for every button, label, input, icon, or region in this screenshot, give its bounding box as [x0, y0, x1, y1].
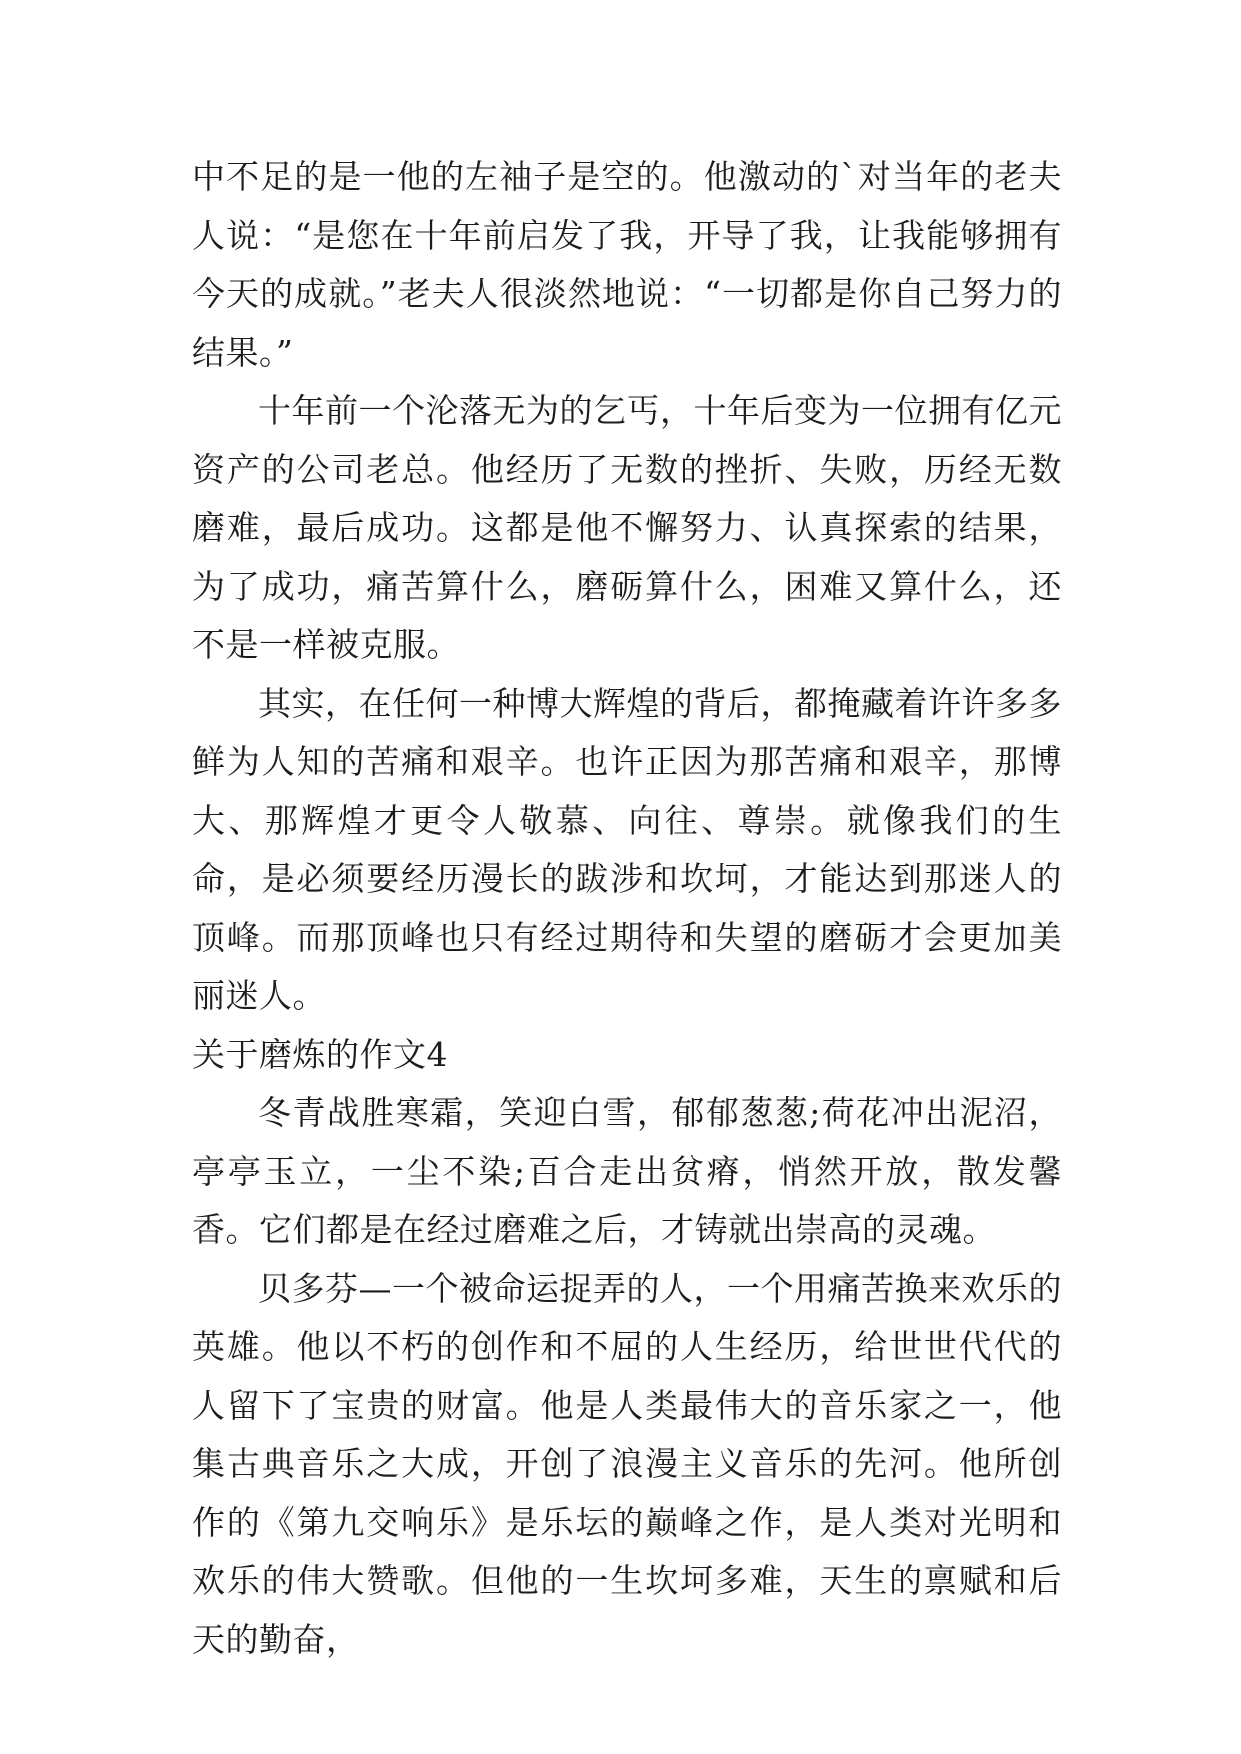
section-heading: 关于磨炼的作文4	[192, 1034, 448, 1074]
paragraph-2: 十年前一个沦落无为的乞丐，十年后变为一位拥有亿元资产的公司老总。他经历了无数的挫折、失败，历经无数磨难，最后成功。这都是他不懈努力、认真探索的结果，为了成功，痛苦算什么，磨砺算什么，困难又算什么，还不是一样被克服。	[192, 391, 1062, 664]
document-body	[192, 148, 1062, 1669]
paragraph-1: 中不足的是一他的左袖子是空的。他激动的`对当年的老夫人说：“是您在十年前启发了我，开导了我，让我能够拥有今天的成就。”老夫人很淡然地说：“一切都是你自己努力的结果。”	[192, 157, 1062, 372]
paragraph-5: 贝多芬—一个被命运捉弄的人，一个用痛苦换来欢乐的英雄。他以不朽的创作和不屈的人生经历，给世世代代的人留下了宝贵的财富。他是人类最伟大的音乐家之一，他集古典音乐之大成，开创了浪漫主义音乐的先河。他所创作的《第九交响乐》是乐坛的巅峰之作，是人类对光明和欢乐的伟大赞歌。但他的一生坎坷多难，天生的禀赋和后天的勤奋，	[192, 1268, 1062, 1659]
paragraph-4: 冬青战胜寒霜，笑迎白雪，郁郁葱葱;荷花冲出泥沼，亭亭玉立，一尘不染;百合走出贫瘠，悄然开放，散发馨香。它们都是在经过磨难之后，才铸就出崇高的灵魂。	[192, 1093, 1062, 1249]
paragraph-3: 其实，在任何一种博大辉煌的背后，都掩藏着许许多多鲜为人知的苦痛和艰辛。也许正因为那苦痛和艰辛，那博大、那辉煌才更令人敬慕、向往、尊崇。就像我们的生命，是必须要经历漫长的跋涉和坎坷，才能达到那迷人的顶峰。而那顶峰也只有经过期待和失望的磨砺才会更加美丽迷人。	[192, 683, 1062, 1015]
